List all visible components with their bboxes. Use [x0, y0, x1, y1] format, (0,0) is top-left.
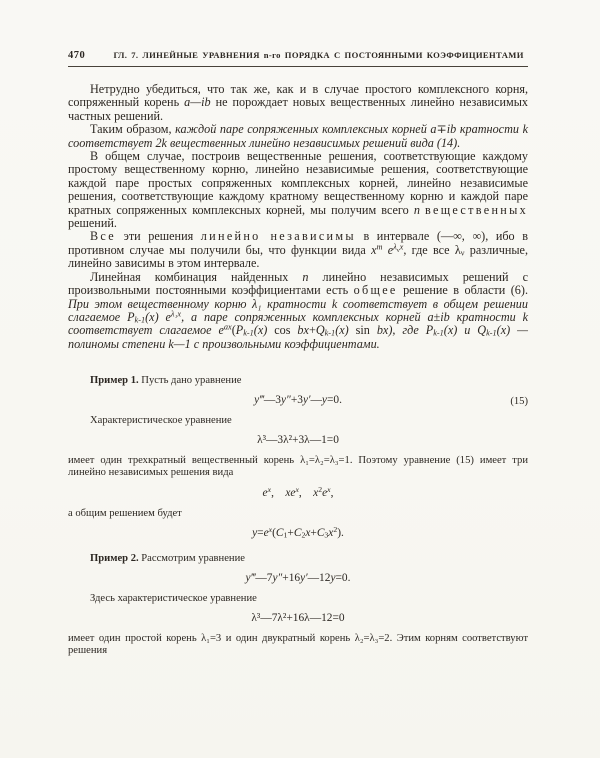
text-segment: y′ [302, 394, 311, 407]
text-segment: = [257, 526, 264, 539]
text-segment: — полиномы степени k—1 с произвольными коэффициентами. [68, 323, 528, 351]
chapter-title: ГЛ. 7. ЛИНЕЙНЫЕ УРАВНЕНИЯ n-го ПОРЯДКА С ПОСТОЯННЫМИ КОЭФФИЦИЕНТАМИ [113, 50, 524, 60]
text-segment: Характеристическое уравнение [90, 415, 232, 427]
para-linear-independence [68, 230, 528, 270]
text-segment: ). [337, 526, 344, 539]
text-segment: e [382, 242, 394, 257]
formula-body [262, 484, 334, 499]
formula-body [251, 612, 344, 624]
text-segment: ( [272, 526, 276, 539]
text-segment: При этом вещественному корню λ₁ кратности k соответствует в общем решении слагаемое [68, 296, 528, 324]
text-segment: y [252, 526, 258, 539]
formula-body [246, 572, 351, 584]
text-segment: решений. [68, 216, 117, 231]
text-segment: и [457, 323, 478, 338]
text-segment: , а паре сопряженных комплексных корней a±ib кратности k соответствует слагаемое [68, 309, 529, 338]
text-segment: x [313, 486, 319, 499]
text-segment: bx [369, 323, 389, 338]
text-segment: P [235, 323, 244, 338]
text-segment: y [330, 571, 336, 584]
para-theorem-2k [68, 123, 528, 150]
text-segment: —12 [307, 571, 331, 584]
text-segment: различные, линейно зависимы в этом интервале. [68, 242, 528, 271]
text-segment: y′ [300, 571, 308, 584]
text-segment: каждой паре сопряженных комплексных корней a∓ib кратности k соответствует 2k вещественных линейно независимых решений вида (14). [68, 122, 529, 150]
text-segment: , где все λ [403, 242, 461, 257]
text-segment: k-1 [433, 328, 444, 338]
text-segment: , [330, 486, 334, 499]
text-segment: λ [393, 242, 397, 252]
text-segment: а общим решением будет [68, 507, 182, 519]
text-segment: (x) [335, 323, 356, 338]
text-segment: xe [285, 486, 296, 499]
text-segment: линейно независимых решений с произвольными постоянными коэффициентами есть [68, 269, 528, 298]
text-segment: решение в области (6). [397, 283, 528, 298]
para-conjugate-root [68, 83, 528, 123]
text-segment: e [263, 526, 269, 539]
para-characteristic-2 [68, 593, 528, 605]
formula-general-solution-1 [68, 524, 528, 540]
text-segment: cos [274, 323, 291, 338]
example-2-heading [68, 553, 528, 565]
text-segment: P [425, 323, 434, 338]
text-segment: , [271, 486, 286, 499]
text-segment: bx [290, 323, 309, 338]
text-segment: λ³—3λ²+3λ—1=0 [257, 434, 339, 447]
text-segment: +3 [290, 394, 303, 407]
text-segment: ν [460, 248, 465, 258]
text-segment: Пример 2. [90, 552, 139, 564]
text-segment: эти решения [116, 229, 201, 244]
formula-body [252, 524, 344, 540]
text-segment: λ₁x [170, 309, 182, 319]
text-segment: Нетрудно убедиться, что так же, как и в случае простого комплексного корня, сопряженный корень [68, 82, 528, 110]
text-segment: y″ [281, 394, 291, 407]
text-segment: C [275, 526, 284, 539]
text-segment: Пример 1. [90, 375, 139, 387]
text-segment: x [295, 484, 299, 494]
text-segment: x [268, 524, 273, 534]
text-segment: k-1 [134, 315, 146, 325]
equation-15 [68, 394, 528, 407]
text-segment: 1 [283, 530, 288, 540]
para-general-solution-text-1 [68, 508, 528, 520]
para-triple-root [68, 455, 528, 479]
text-segment: Таким образом, [90, 122, 176, 137]
text-segment: n [302, 269, 309, 284]
text-segment: y″ [272, 571, 283, 584]
text-segment: Q [477, 323, 487, 338]
page-content [68, 50, 528, 657]
text-segment: — [310, 394, 322, 407]
text-segment: линейно независимы [200, 229, 356, 244]
text-segment: —3 [263, 394, 281, 407]
text-segment: y‴ [245, 571, 256, 584]
text-segment: k-1 [486, 328, 497, 338]
text-segment: =0. [326, 394, 342, 407]
text-segment: , [298, 486, 314, 499]
text-segment: ( [231, 323, 236, 338]
text-segment: + [310, 526, 317, 539]
text-segment: Рассмотрим уравнение [138, 552, 245, 564]
text-segment: имеет один простой корень λ₁=3 и один двукратный корень λ₂=λ₃=2. Этим корням соответствуют решения [68, 632, 528, 656]
text-segment: 3 [324, 530, 329, 540]
text-segment: Q [315, 323, 325, 338]
text-segment: k-1 [243, 328, 254, 338]
text-segment: (x) [496, 323, 511, 338]
text-segment: x [328, 526, 334, 539]
text-segment: общее [353, 283, 398, 298]
text-segment: в интервале (—∞, ∞), ибо в противном случае мы получили бы, что функции вида [68, 229, 528, 257]
text-segment: Пусть дано уравнение [138, 375, 242, 387]
text-segment: x [305, 526, 311, 539]
text-segment: 2 [301, 530, 306, 540]
text-segment: C [316, 526, 325, 539]
text-segment: y‴ [254, 394, 264, 407]
text-segment: 2 [333, 524, 338, 534]
para-characteristic-1 [68, 415, 528, 427]
para-general-solution [68, 271, 528, 351]
text-segment: k-1 [324, 328, 336, 338]
example-1-heading [68, 375, 528, 387]
page-number: 470 [68, 50, 86, 61]
text-segment: a—ib [184, 95, 211, 110]
text-segment: не порождает новых вещественных линейно независимых частных решений. [68, 95, 528, 123]
text-segment: n [413, 202, 420, 217]
text-segment: (x) [443, 323, 458, 338]
running-header [68, 50, 528, 67]
text-segment: x [327, 484, 331, 494]
equation-characteristic-2 [68, 612, 528, 625]
formula-body [257, 434, 339, 446]
text-segment: ax [223, 322, 232, 332]
text-segment: ν [396, 247, 400, 255]
text-segment: x [371, 242, 377, 257]
equation-example-2 [68, 572, 528, 585]
text-segment: C [293, 526, 302, 539]
text-segment: —7 [255, 571, 273, 584]
text-segment: =0. [335, 571, 351, 584]
text-segment: e [262, 486, 268, 499]
text-segment: вещественных [425, 202, 528, 217]
text-segment: e [218, 323, 224, 338]
para-general-case [68, 150, 528, 230]
equation-characteristic-1 [68, 434, 528, 447]
text-segment: В общем случае, построив вещественные решения, соответствующие каждому простому вещественному корню, линейно независимые решения, соответствующие каждой паре простых сопряженных комплексных корней, линейно независимые решения, соответствующие каждому кратному вещественному корню и каждой паре кратных сопряженных комплексных корней, мы получим всего [68, 149, 528, 217]
para-roots-2 [68, 633, 528, 657]
formula-solutions-1 [68, 484, 528, 500]
formula-body [254, 394, 342, 406]
text-segment: + [308, 323, 316, 338]
text-segment: Здесь характеристическое уравнение [90, 592, 257, 604]
text-segment: Все [90, 229, 116, 244]
text-segment: y [321, 394, 327, 407]
text-segment: λ³—7λ²+16λ—12=0 [251, 611, 345, 624]
text-segment: sin [355, 323, 370, 338]
text-segment: (x) e [145, 309, 171, 324]
text-segment: e [322, 486, 328, 499]
text-segment: имеет один трехкратный вещественный корень λ₁=λ₂=λ₃=1. Поэтому уравнение (15) имеет три линейно независимых решения вида [68, 455, 528, 479]
text-segment: m [376, 242, 383, 252]
text-segment: Линейная комбинация найденных [90, 269, 303, 284]
text-segment: (x) [253, 323, 275, 338]
text-segment: 2 [318, 484, 323, 494]
text-segment: P [127, 309, 135, 324]
text-segment: x [267, 484, 272, 494]
text-segment: ), где [388, 323, 426, 338]
text-segment: +16 [282, 571, 301, 584]
text-segment: x [399, 242, 404, 252]
equation-number: (15) [510, 396, 528, 408]
page-body [68, 83, 528, 657]
text-segment: + [287, 526, 294, 539]
